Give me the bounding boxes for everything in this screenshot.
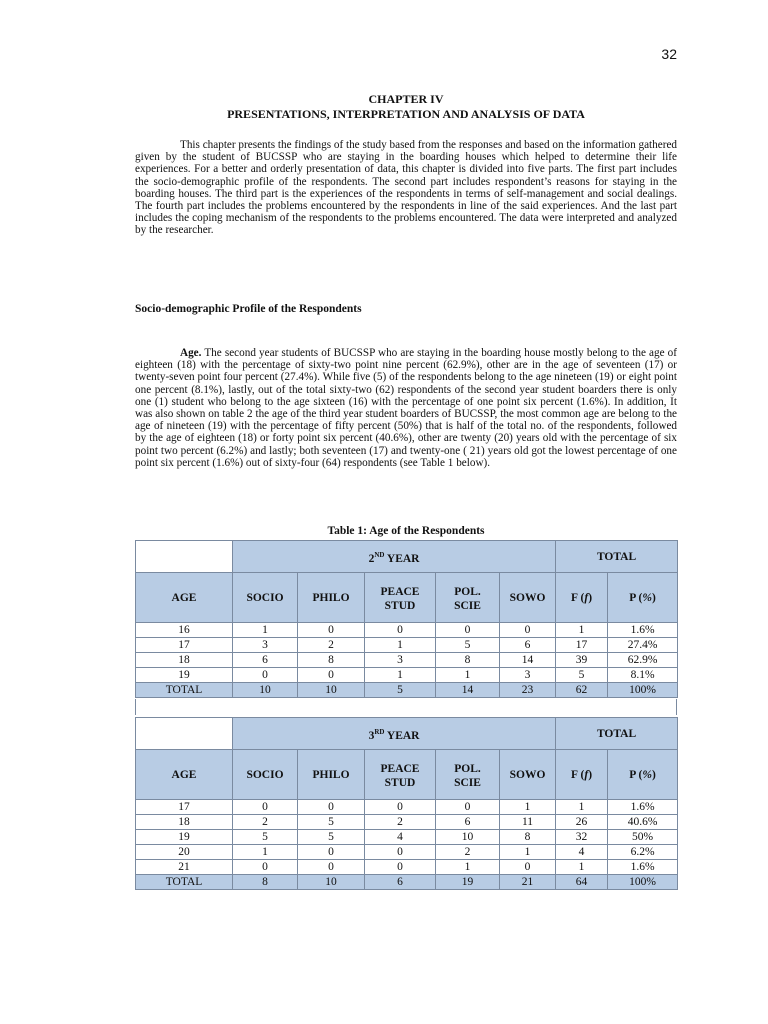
- table-cell: 64: [556, 875, 608, 890]
- col-header-frequency: F (f): [556, 750, 608, 800]
- third-year-table: [135, 717, 678, 890]
- table-cell: 0: [233, 860, 298, 875]
- table-cell: 14: [500, 653, 556, 668]
- table-spacer: [135, 699, 677, 715]
- table-cell: 0: [298, 800, 365, 815]
- table-cell: 1.6%: [608, 860, 678, 875]
- table-cell: 62: [556, 683, 608, 698]
- col-header-percent: P (%): [608, 750, 678, 800]
- col-header-peace-stud: PEACE STUD: [365, 573, 436, 623]
- header-blank-cell: [136, 718, 233, 750]
- table-row: [136, 830, 678, 845]
- table-cell: 0: [365, 800, 436, 815]
- table-cell: 2: [233, 815, 298, 830]
- age-paragraph-lead: Age.: [180, 347, 202, 359]
- table-row: [136, 653, 678, 668]
- col-header-philo: PHILO: [298, 750, 365, 800]
- intro-paragraph: This chapter presents the findings of the study based from the responses and based on the information gathered given by the student of BUCSSP who are staying in the boarding houses which helped to determine their life experiences. For a better and orderly presentation of data, this chapter is divided into five parts. The first part includes the socio-demographic profile of the respondents. The second part includes respondent’s reasons for staying in the boarding houses. The third part is the experiences of the respondents in terms of self-management and social dealings. The fourth part includes the problems encountered by the respondents in line of the said experiences. And the last part includes the coping mechanism of the respondents to the problems encountered. The data were interpreted and analyzed by the researcher.: [135, 139, 677, 237]
- col-header-socio: SOCIO: [233, 750, 298, 800]
- table-cell: 8: [436, 653, 500, 668]
- table-cell: 8: [500, 830, 556, 845]
- table-cell: 50%: [608, 830, 678, 845]
- col-header-sowo: SOWO: [500, 573, 556, 623]
- table-cell: 17: [136, 800, 233, 815]
- table-cell: 19: [436, 875, 500, 890]
- table-cell: 6: [436, 815, 500, 830]
- table-cell: 1: [436, 668, 500, 683]
- age-paragraph-text: The second year students of BUCSSP who are staying in the boarding house mostly belong to the age of eighteen (18) with the percentage of sixty-two point nine percent (62.9%), other are in the age of seventeen (17) or twenty-seven point four percent (27.4%). While five (5) of the respondents belong to the age nineteen (19) or eight point one percent (8.1%), lastly, out of the total sixty-two (62) respondents of the second year student boarders there is only one (1) student who belong to the age sixteen (16) with the percentage of one point six percent (1.6%). In addition, It was also shown on table 2 the age of the third year student boarders of BUCSSP, the most common age are belong to the age of nineteen (19) with the percentage of fifty percent (50%) that is half of the total no. of the respondents, followed by the age of eighteen (18) or forty point six percent (40.6%), other are twenty (20) years old with the percentage of six point two percent (6.2%) and lastly; both seventeen (17) and twenty-one ( 21) years old got the lowest percentage of one point six percent (1.6%) out of sixty-four (64) respondents (see Table 1 below).: [135, 347, 677, 469]
- table-row: [136, 815, 678, 830]
- table-row: [136, 845, 678, 860]
- col-header-socio: SOCIO: [233, 573, 298, 623]
- page-number: 32: [661, 46, 677, 62]
- chapter-heading: [135, 92, 677, 122]
- table-cell: 0: [365, 845, 436, 860]
- table-cell: 0: [500, 623, 556, 638]
- table-cell: 1: [233, 623, 298, 638]
- table-cell: 5: [298, 830, 365, 845]
- table-cell: 8.1%: [608, 668, 678, 683]
- table-cell: 5: [436, 638, 500, 653]
- table-cell: 62.9%: [608, 653, 678, 668]
- section-heading: Socio-demographic Profile of the Respondents: [135, 303, 362, 315]
- table-cell: 10: [298, 875, 365, 890]
- total-header: TOTAL: [556, 718, 678, 750]
- table-cell: 1: [365, 668, 436, 683]
- table-cell: 3: [365, 653, 436, 668]
- table-cell: 16: [136, 623, 233, 638]
- table-cell: 21: [500, 875, 556, 890]
- table-cell: 32: [556, 830, 608, 845]
- col-header-sowo: SOWO: [500, 750, 556, 800]
- table-cell: 1: [365, 638, 436, 653]
- table-cell: 0: [436, 623, 500, 638]
- table-total-row: [136, 683, 678, 698]
- table-cell: TOTAL: [136, 683, 233, 698]
- table-cell: 1: [556, 860, 608, 875]
- year-header: 3RD YEAR: [233, 718, 556, 750]
- table-cell: 3: [233, 638, 298, 653]
- table-cell: 1: [556, 623, 608, 638]
- second-year-table: [135, 540, 678, 698]
- table-cell: 1: [500, 845, 556, 860]
- table-cell: 0: [298, 623, 365, 638]
- table-cell: 4: [556, 845, 608, 860]
- table-cell: 1.6%: [608, 623, 678, 638]
- total-header: TOTAL: [556, 541, 678, 573]
- age-paragraph: [135, 347, 677, 469]
- table-cell: TOTAL: [136, 875, 233, 890]
- col-header-peace-stud: PEACE STUD: [365, 750, 436, 800]
- col-header-age: AGE: [136, 750, 233, 800]
- table-cell: 19: [136, 668, 233, 683]
- table-cell: 5: [365, 683, 436, 698]
- table-cell: 18: [136, 815, 233, 830]
- table-cell: 21: [136, 860, 233, 875]
- table-cell: 0: [233, 668, 298, 683]
- table-cell: 5: [298, 815, 365, 830]
- table-cell: 100%: [608, 683, 678, 698]
- table-cell: 0: [233, 800, 298, 815]
- table-cell: 6: [233, 653, 298, 668]
- table-cell: 40.6%: [608, 815, 678, 830]
- table-cell: 6.2%: [608, 845, 678, 860]
- table-cell: 17: [556, 638, 608, 653]
- table-cell: 0: [298, 668, 365, 683]
- table-cell: 2: [298, 638, 365, 653]
- table-cell: 1: [233, 845, 298, 860]
- col-header-pol-scie: POL. SCIE: [436, 750, 500, 800]
- table-cell: 3: [500, 668, 556, 683]
- table-cell: 6: [500, 638, 556, 653]
- table-cell: 14: [436, 683, 500, 698]
- chapter-label: CHAPTER IV: [368, 92, 444, 106]
- table-cell: 0: [365, 860, 436, 875]
- table-cell: 19: [136, 830, 233, 845]
- table-row: [136, 623, 678, 638]
- table-cell: 1: [436, 860, 500, 875]
- col-header-percent: P (%): [608, 573, 678, 623]
- table-cell: 0: [500, 860, 556, 875]
- col-header-age: AGE: [136, 573, 233, 623]
- table-cell: 8: [298, 653, 365, 668]
- chapter-title: PRESENTATIONS, INTERPRETATION AND ANALYSIS OF DATA: [227, 107, 585, 121]
- table-cell: 26: [556, 815, 608, 830]
- table-cell: 0: [436, 800, 500, 815]
- table-row: [136, 668, 678, 683]
- table-cell: 18: [136, 653, 233, 668]
- table-cell: 2: [436, 845, 500, 860]
- table-cell: 100%: [608, 875, 678, 890]
- year-header: 2ND YEAR: [233, 541, 556, 573]
- table-cell: 10: [298, 683, 365, 698]
- col-header-frequency: F (f): [556, 573, 608, 623]
- table-cell: 39: [556, 653, 608, 668]
- table-cell: 6: [365, 875, 436, 890]
- table-caption: Table 1: Age of the Respondents: [327, 525, 485, 537]
- table-row: [136, 638, 678, 653]
- table-cell: 11: [500, 815, 556, 830]
- table-total-row: [136, 875, 678, 890]
- table-cell: 17: [136, 638, 233, 653]
- table-cell: 0: [298, 845, 365, 860]
- table-cell: 2: [365, 815, 436, 830]
- table-cell: 4: [365, 830, 436, 845]
- table-cell: 20: [136, 845, 233, 860]
- table-row: [136, 860, 678, 875]
- table-cell: 23: [500, 683, 556, 698]
- table-cell: 0: [298, 860, 365, 875]
- col-header-pol-scie: POL. SCIE: [436, 573, 500, 623]
- table-cell: 1: [556, 800, 608, 815]
- table-cell: 1.6%: [608, 800, 678, 815]
- table-cell: 5: [233, 830, 298, 845]
- col-header-philo: PHILO: [298, 573, 365, 623]
- table-cell: 5: [556, 668, 608, 683]
- table-cell: 27.4%: [608, 638, 678, 653]
- header-blank-cell: [136, 541, 233, 573]
- table-row: [136, 800, 678, 815]
- table-cell: 8: [233, 875, 298, 890]
- table-cell: 1: [500, 800, 556, 815]
- table-cell: 10: [233, 683, 298, 698]
- table-cell: 0: [365, 623, 436, 638]
- table-cell: 10: [436, 830, 500, 845]
